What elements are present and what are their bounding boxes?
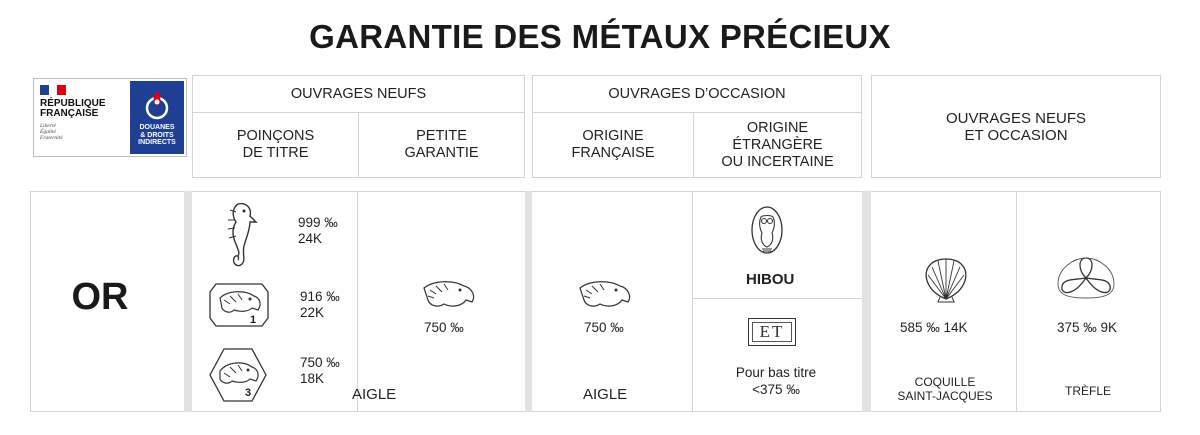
eagle-head-1-icon xyxy=(208,282,270,328)
header-neufs-et-occasion xyxy=(871,75,1161,178)
petite-garantie-value: 750 ‰ xyxy=(424,320,464,335)
metal-label: OR xyxy=(71,276,129,318)
header-ouvrages-neufs xyxy=(192,75,525,178)
motto-liberte: Liberté xyxy=(40,123,56,129)
motto xyxy=(40,123,63,141)
motto-egalite: Égalité xyxy=(40,129,56,135)
motto-fraternite: Fraternité xyxy=(40,135,63,141)
titre-3-badge: 3 xyxy=(245,387,252,399)
douanes-line-3: INDIRECTS xyxy=(138,139,176,146)
group-label-neufs: OUVRAGES NEUFS xyxy=(290,85,427,102)
origine-francaise-eagle-icon xyxy=(576,278,634,312)
republique-line-1: RÉPUBLIQUE xyxy=(40,98,106,109)
et-stamp-icon xyxy=(748,318,796,346)
header-origine-francaise: ORIGINE FRANÇAISE xyxy=(571,128,655,161)
douanes-line-2: & DROITS xyxy=(140,131,174,139)
coquille-name: COQUILLE SAINT-JACQUES xyxy=(897,375,993,403)
trefle-value: 375 ‰ 9K xyxy=(1057,320,1118,335)
petite-garantie-name: AIGLE xyxy=(352,386,397,403)
douanes-logo xyxy=(130,81,184,154)
origine-francaise-value: 750 ‰ xyxy=(584,320,624,335)
owl-icon xyxy=(750,205,784,255)
trefle-name: TRÈFLE xyxy=(1064,384,1111,398)
owl-name: HIBOU xyxy=(746,271,795,288)
douanes-line-1: DOUANES xyxy=(139,124,175,131)
titre-1-values: 999 ‰ 24K xyxy=(298,215,338,246)
logo xyxy=(33,78,187,157)
header-petite-garantie: PETITE GARANTIE xyxy=(404,128,479,161)
french-flag-icon xyxy=(40,85,66,95)
header-origine-etrangere: ORIGINE ÉTRANGÈRE OU INCERTAINE xyxy=(721,119,834,170)
page-title: GARANTIE DES MÉTAUX PRÉCIEUX xyxy=(309,18,891,55)
douanes-flame-icon xyxy=(144,87,170,119)
header-ouvrages-occasion xyxy=(532,75,862,178)
eagle-head-3-icon xyxy=(208,347,268,403)
both-line-2: ET OCCASION xyxy=(964,126,1068,144)
origine-francaise-name: AIGLE xyxy=(583,386,628,403)
petite-garantie-eagle-icon xyxy=(420,278,478,312)
coquille-value: 585 ‰ 14K xyxy=(900,320,968,335)
group-label-occasion: OUVRAGES D’OCCASION xyxy=(608,85,786,102)
clover-icon xyxy=(1056,256,1116,300)
shell-icon xyxy=(920,255,972,303)
titre-2-badge: 1 xyxy=(250,314,257,326)
republique-text xyxy=(40,99,106,119)
titre-2-values: 916 ‰ 22K xyxy=(300,289,340,320)
et-stamp-text: ET xyxy=(759,322,785,341)
republique-line-2: FRANÇAISE xyxy=(40,108,99,119)
both-line-1: OUVRAGES NEUFS xyxy=(945,109,1087,127)
titre-3-values: 750 ‰ 18K xyxy=(300,355,340,386)
seahorse-icon xyxy=(220,200,260,270)
douanes-text xyxy=(130,124,184,147)
header-poincons-de-titre: POINÇONS DE TITRE xyxy=(236,128,315,161)
bas-titre-text: Pour bas titre <375 ‰ xyxy=(735,365,817,397)
